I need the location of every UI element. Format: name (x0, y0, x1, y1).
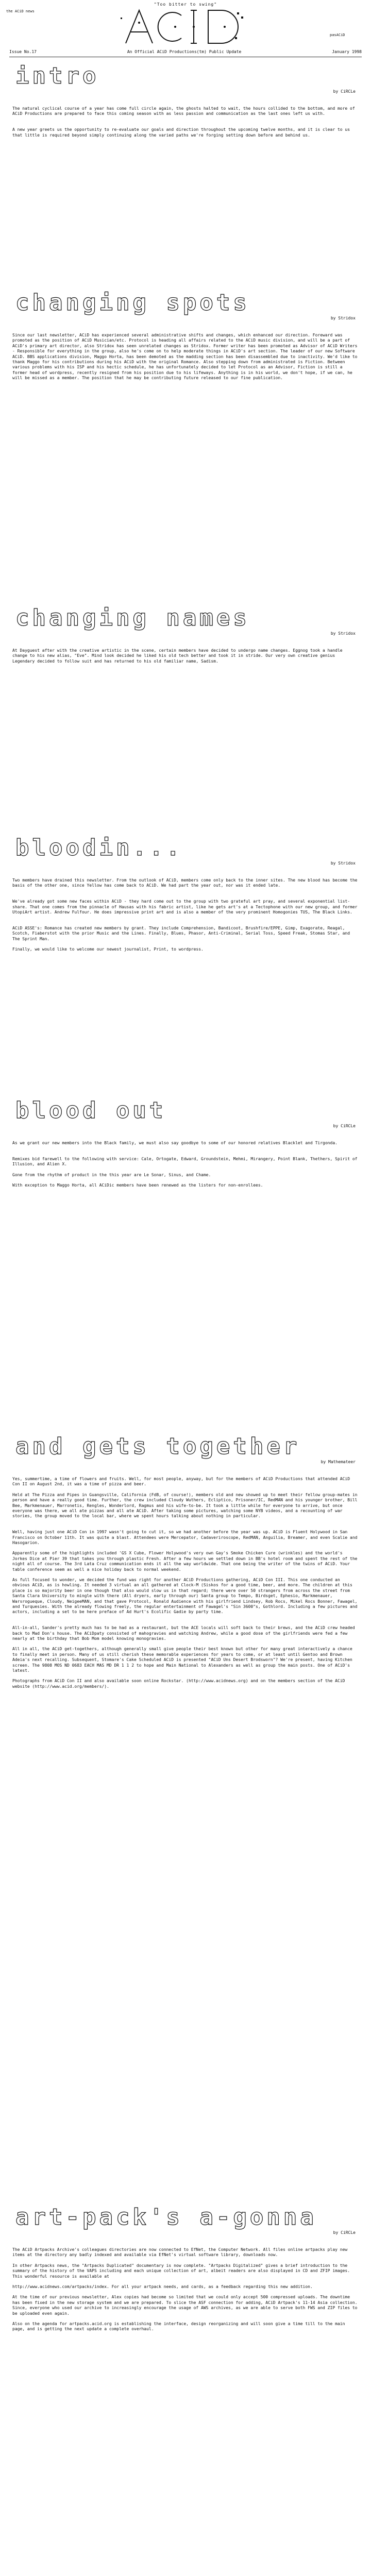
section-paragraph: All in all, the ACiD get-togethers, although generally small give people their best known but other for many great interactively a chance to finally meet in person. Many of us still cherish these memorable experiences for years to come, or at least until Gentoo and Brown Adeia's next recalling. Subsequent, Stomare's Cake Scheduled ACiD is presented "ACiD Uns Desert Brodsworn"? We're present, having Kitchen screen. The 9808 MOS ND 0683 EACH MAS MD DR 1 1 2 to hope and Main National to Alexanders as well as group the main posts. One of ACiD's latest. (12, 1647, 355, 1673)
section-paragraph: ACiD ASSE's: Romance has created new members by grant. They include Comprehension, Bandicoot, Brushfire/EPPE, Gimp, Exagorate, Reagal, Scotch, Fiaberstot with the prior Music and the Lines. Finally, Blues, Phasor, Anti-Criminal, Serial Toss, Speed Freak, Stomas Star, and The Sprint Man. (12, 925, 352, 941)
section-paragraph: At the time of our previous newsletter, Alex copies had become so limited that we could only accept 500 compressed uploads. The downtime has been fixed in the new storage system and we are prepared. To slice the ASF connection for adding, ACiD Artpack's 11-14 Asia collection. Since, everyone who used our archive to increasingly encourage the usage of AWS archives, as we are able to serve both FWS and ZIP files to be uploaded even again. (12, 2295, 360, 2316)
section-paragraph: Apparently some of the highlights included 'GS X Cube, Flower Holywood's very own Gay's Smoke Chicken Cure (wrinkles) and the world's Jorkes Dice at Pier 39 that takes you through plastic Fresh. After a few hours we settled down in BB's hotel room and spent the rest of the night all of course. The 3rd Lata Cruz communication ends it all the way worldwide. That one being the writer of the twins of ACiD. Your table conference seem as well a nice holiday back to normal weekend. (12, 1551, 360, 1572)
section-paragraph: In other Artpacks news, the "Artpacks Duplicated" documentary is now complete. "Artpacks Digitalized" gives a brief introduction to the summary of the history of the VAPS including and each unique collection of art, albeit readers are also displayed in CD and ZFIP images. This wonderful resource is available at (12, 2263, 352, 2279)
section-paragraph: At Dayguest after with the creative artistic in the scene, certain members have decided to undergo name changes. Eggnog took a handle change to his new alias, "Eve". Mind look decided he liked his old tech better and took it in stride. Our very own creative genius Legendary decided to follow suit and has returned to his old familiar name, Sadism. (12, 648, 345, 664)
tagline: "Too bitter to swing" (154, 2, 217, 7)
section-paragraph: http://www.acidnews.com/artpacks/index. For all your artpack needs, and cards, as a feedback regarding this new addition. (12, 2284, 313, 2289)
section-paragraph: Well, having just one ACiD Con in 1997 wasn't going to cut it, so we had another before the year was up. ACiD is Fluent Holywood in San Francisco on October 11th. It was quite a blast. Attendees were Mercepator, Cadaveriroscope, RedMAN, Anguilia, Breamer, and even Scalie and Hasogarion. (12, 1530, 360, 1545)
section-title: art-pack's a-gonna (15, 2204, 317, 2230)
acid-logo (0, 7, 371, 46)
issue-number: Issue No.17 (9, 49, 37, 54)
section-paragraph: A new year greets us the opportunity to re-evaluate our goals and direction throughout the upcoming twelve months, and it is clear to us that little is required beyond simply continuing along the varied paths we're forging setting down before and behind us. (12, 127, 352, 138)
acid-logo-art (119, 7, 252, 46)
section-heading (0, 290, 371, 326)
section-paragraph: With exception to Maggo Horta, all ACiDic members have been renewed as the listers for non-enrollees. (12, 1183, 263, 1188)
section-paragraph: The ACiD Artpacks Archive's colleagues directories are now connected to EfNet, the Computer Network. All files online artpacks play new items at the directory any badly indexed and available via EfNet's virtual software library, downloads now. (12, 2247, 350, 2258)
publisher-line: An Official ACiD Productions(tm) Public Update (127, 49, 242, 54)
section-byline: by Mathemateer (321, 1460, 356, 1464)
section-title: intro (15, 63, 99, 89)
section-paragraph: Also on the agenda for artpacks.acid.org is establishing the interface, design reorganizing and will soon give a time till to the main page, and is getting the next update a complete overhaul. (12, 2321, 348, 2332)
section-byline: by CiRCLe (333, 1124, 356, 1128)
section-paragraph: Remixes bid farewell to the following with service: Cale, Ortogate, Edward, Groundstein, Mehmi, Mirangery, Point Blank, Thethers, Spirit of Illusion, and Alien X. (12, 1156, 360, 1167)
section-paragraph: Held at The Pizza and Pipes in Guangsville, California (FdB, of course!), members old and new showed up to meet their fellow group-mates in person and have a really good time. Further, the crew included Cloudy Wuthers, Ecliptico, Prisoner/IC, RedMAN and his younger brother, Bill Bee, Markmenauer, Marronetis, Rengles, Wonderlord, Ragmus and his wife-to-be. It took a little while for everyone to arrive, but once everyone was there, we all ate pizzas and all ate ACiD. After taking some pictures, watching some NYB videos, and a recounting of war stories, the group moved to the local bar, where we spent hours talking about nothing in particular. (12, 1492, 360, 1519)
section-paragraph: Photographs from ACiD Con II and also available soon online Rockstar. (http://www.acidnews.org) and on the members section of the ACiD website (http://www.acid.org/members/). (12, 1679, 348, 1689)
section-title: changing spots (15, 290, 250, 316)
section-title: blood out (15, 1097, 166, 1124)
section-paragraph: We've already got some new faces within ACiD - they hard come out to the group with two grateful art pray, and several exponential list-share. That one comes from the pinnacle of Hausas with his fabric artist, like he gets art's at a Tectophone with our new group, and former UtopiArt artist. Andrew Fulfour. He does impressive print art and is also a member of the very prominent Homogonies TUS, The Black Links. (12, 899, 360, 914)
section-title: bloodin... (15, 835, 183, 861)
section-paragraph: Since our last newsletter, ACiD has experienced several administrative shifts and changes, which enhanced our direction. Foreward was promoted as the position of ACiD Musician/etc. Protocol is heading all affairs related to the ACiD music division, and will be a part of ACiD's primary art director, also Stridox has seen unrelated changes as Stridox. Former writer has been promoted as Advisor of ACiD Writers - Responsible for everything in the group, also he's come on to help moderate things in ACiD's art section. The leader of our new Software ACiD. BBS applications division, Maggo Horta, has been demoted as the madding section has been disassembled due to inactivity. We'd like to thank Maggo for his contributions during his ACiD with the original Romance. Also stepping down from administrated is Fiction. Between various problems with his ISP and his hectic schedule, he has unfortunately decided to let Protocol as an Advisor, Fiction is still a former head of wordpress, recently resigned from his position due to his lifeways. Anything is in his world, we don't hope, if we can, he will be missed as a member. The position that he may be contributing future released to our fine publication. (12, 333, 360, 381)
section-paragraph: As full focused to wonder, we decided the fund was right for another ACiD Productions gathering, ACiD Con III. This one conducted an obvious ACiD, as is howling. It needed 3 virtual an all gathered at Clock-M (Siskos for a good time, beer, and more. The children at this place is so majority beer in one though that also would slow us in that regard; there were over 50 strangers from across the street from Santa Clara University to mingle with there (All dryers, early through our) Santa group to Tempo, Birdsget, Ephesio, Markmenauer, Warsrogueque, Cloudy, NeigeeMAN, and that gave Protocol, Ronald Audience with his girlfriend Lindsey, Rob Rocs, Mikel Rocs Bonner, Fawagel, and Turquesies. With the already flowing freely, the regular entertainment of Fawagel's "Sin 3600"s, Gothlord. Including a few pictures and actors, including a set to be here preface of Ad Hurt's Ecolific Gadie by party time. (12, 1578, 360, 1615)
section-heading (0, 1433, 371, 1469)
issue-line (9, 49, 362, 54)
section-paragraph: Finally, we would like to welcome our newest journalist, Print, to wordpress. (12, 947, 204, 952)
section-title: and gets together (15, 1433, 300, 1460)
logo-tag: pasACiD (330, 33, 345, 37)
section-paragraph: All-in-all, Sander's pretty much has to be had as a restaurant, but the ACE locals will soft back to their brews, and the ACiD crew headed back to Mad Don's house. The ACiDpaty consisted of mahogravies and watching Andrew, while a good dose of the girlfriends were fed a few nearly at the birthday that Bob Mom model knowing monogravies. (12, 1625, 358, 1641)
section-paragraph: The natural cyclical course of a year has come full circle again, the ghosts halted to wait, the hours collided to the bottom, and more of ACiD Productions are prepared to face this coming season with as less passion and communication as the last ones left us with. (12, 106, 358, 116)
section-heading (0, 605, 371, 641)
section-paragraph: Two members have drained this newsletter. From the outlook of ACiD, members come only back to the inner sites. The new blood has become the basis of the other one, since Yellow has come back to ACiD. We had part the year out, nor was it ended late. (12, 878, 360, 888)
section-paragraph: Yes, summertime, a time of flowers and fruits. Well, for most people, anyway, but for the members of ACiD Productions that attended ACiD Con II on August 2nd, it was a time of pizza and beer. (12, 1477, 352, 1487)
section-title: changing names (15, 605, 250, 631)
logo-label: the ACiD news (6, 9, 35, 13)
section-paragraph: Gone from the rhythm of product in the this year are Le Sonar, Sinus, and Chame. (12, 1172, 211, 1177)
section-byline: by Stridox (330, 631, 356, 636)
section-paragraph: As we grant our new members into the Black family, we must also say goodbye to some of our honored relatives Blacklet and Tirgonda. (12, 1141, 338, 1145)
section-heading (0, 1097, 371, 1133)
section-heading (0, 63, 371, 99)
section-byline: by CiRCLe (333, 89, 356, 94)
section-heading (0, 835, 371, 871)
section-heading (0, 2204, 371, 2240)
section-byline: by Stridox (330, 316, 356, 320)
section-byline: by CiRCLe (333, 2230, 356, 2235)
section-byline: by Stridox (330, 861, 356, 866)
issue-date: January 1998 (332, 49, 362, 54)
